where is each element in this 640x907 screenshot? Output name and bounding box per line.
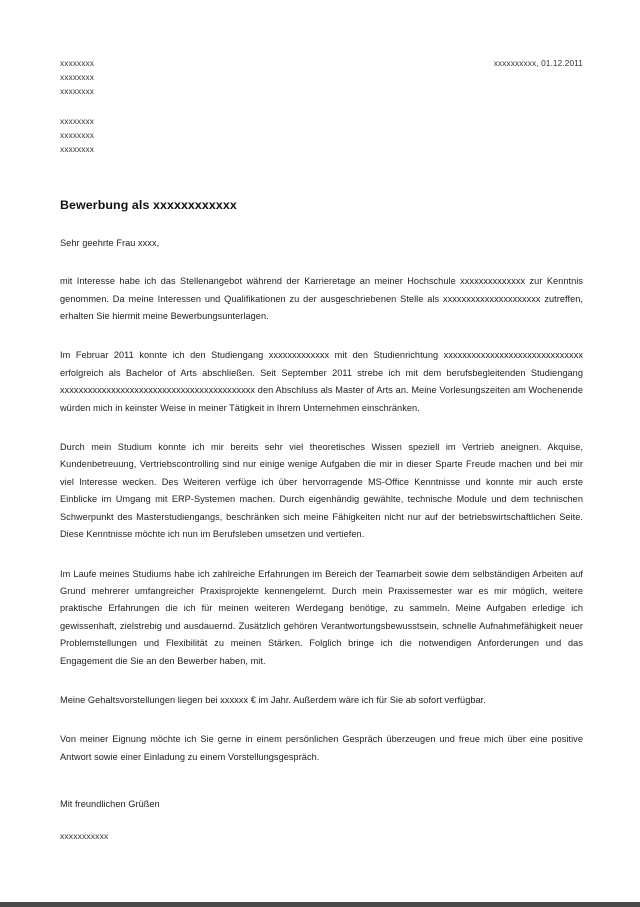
body-paragraph-5: Meine Gehaltsvorstellungen liegen bei xxxxxx € im Jahr. Außerdem wäre ich für Sie ab sofort verfügbar. [60, 694, 486, 705]
body-paragraph-4: Im Laufe meines Studiums habe ich zahlreiche Erfahrungen im Bereich der Teamarbeit sowie dem selbständigen Arbeiten auf Grund mehrerer umfangreicher Praxisprojekte kennengelernt. Durch mein Praxissemester war es mir möglich, weitere praktische Erfahrungen die ich für meinen weiteren Werdegang benötige, zu sammeln. Meine Aufgaben erledige ich gewissenhaft, zielstrebig und ausdauernd. Zusätzlich gehören Verantwortungsbewusstsein, schnelle Aufnahmefähigkeit neuer Problemstellungen und Flexibilität zu meinen Stärken. Folglich bringe ich die notwendigen Anforderungen und das Engagement die Sie an den Bewerber haben, mit. [60, 568, 583, 666]
place-and-date: xxxxxxxxxx, 01.12.2011 [493, 58, 583, 68]
subject-line: Bewerbung als xxxxxxxxxxxx [60, 198, 237, 213]
recipient-address-block-2 [60, 114, 583, 157]
signature-name: xxxxxxxxxxx [60, 831, 109, 842]
letter-header [60, 0, 583, 156]
recipient-line-2: xxxxxxxx [60, 129, 94, 140]
recipient-line-3: xxxxxxxx [60, 144, 94, 155]
letter-content [60, 0, 583, 843]
body-paragraph-3: Durch mein Studium konnte ich mir bereits sehr viel theoretisches Wissen speziell im Vertrieb aneignen. Akquise, Kundenbetreuung, Vertriebscontrolling sind nur einige wenige Aufgaben die mir in dieser Sparte Freude machen und bei mir viel Interesse wecken. Des Weiteren verfüge ich über hervorragende MS-Office Kenntnisse und konnte mir auch erste Einblicke im Umgang mit ERP-Systemen machen. Durch eigenhändig gewählte, technische Module und dem technischen Schwerpunkt des Masterstudiengangs, beschränken sich meine Fähigkeiten nicht nur auf der betriebswirtschaftlichen Seite. Diese Kenntnisse möchte ich nun im Berufsleben umsetzen und vertiefen. [60, 442, 583, 540]
body-paragraph-1: mit Interesse habe ich das Stellenangebot während der Karrieretage an meiner Hochschule xxxxxxxxxxxxxx zur Kenntnis genommen. Da meine Interessen und Qualifikationen zu der ausgeschriebenen Stelle als xxxxxxxxxxxxxxxxxxxxx zutreffen, erhalten Sie hiermit meine Bewerbungsunterlagen. [60, 276, 583, 322]
page-bottom-bar [0, 902, 640, 907]
closing-greeting: Mit freundlichen Grüßen [60, 799, 160, 810]
address-block-separator [60, 99, 583, 114]
sender-line-3: xxxxxxxx [60, 86, 94, 97]
sender-line-1: xxxxxxxx [60, 58, 94, 68]
recipient-line-1: xxxxxxxx [60, 115, 94, 126]
body-paragraph-2: Im Februar 2011 konnte ich den Studiengang xxxxxxxxxxxxx mit den Studienrichtung xxxxxxxxxxxxxxxxxxxxxxxxxxxxxx erfolgreich als Bachelor of Arts abschließen. Seit September 2011 strebe ich mit dem berufsbegleitenden Studiengang xxxxxxxxxxxxxxxxxxxxxxxxxxxxxxxxxxxxxxxxxx den Abschluss als Master of Arts an. Meine Vorlesungszeiten am Wochenende würden mich in keinster Weise in meiner Tätigkeit in Ihrem Unternehmen einschränken. [60, 350, 583, 413]
sender-line-2: xxxxxxxx [60, 72, 94, 83]
salutation: Sehr geehrte Frau xxxx, [60, 238, 160, 249]
body-paragraph-6: Von meiner Eignung möchte ich Sie gerne in einem persönlichen Gespräch überzeugen und freue mich über eine positive Antwort sowie einer Einladung zu einem Vorstellungsgespräch. [60, 734, 583, 762]
